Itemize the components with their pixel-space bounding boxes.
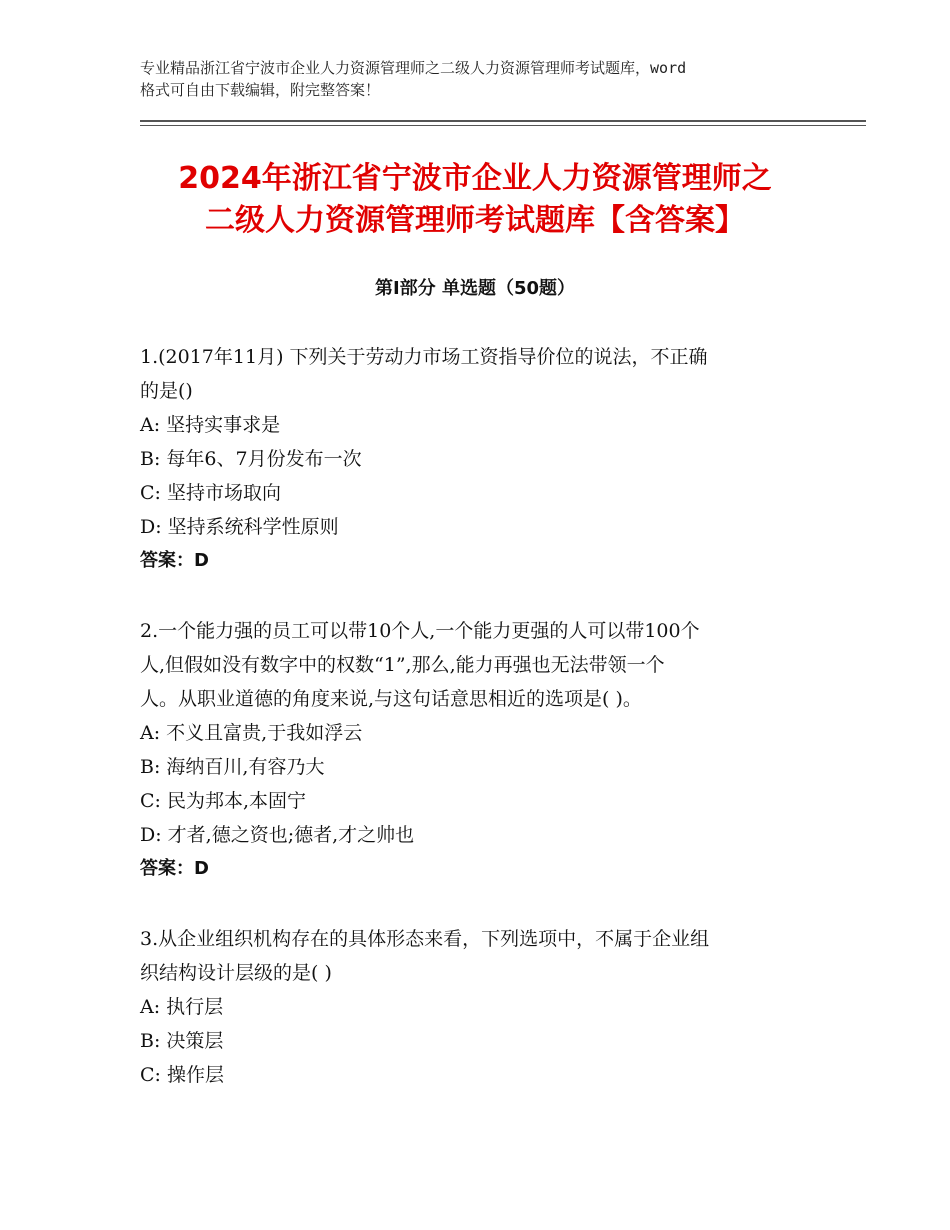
header-divider-thick [140, 120, 866, 122]
option-c: C: 操作层 [140, 1064, 224, 1086]
question-3 [140, 922, 820, 1092]
question-2 [140, 614, 820, 886]
header-note-line: 格式可自由下载编辑，附完整答案！ [140, 81, 381, 99]
header-note [140, 57, 840, 101]
header-divider-thin [140, 125, 866, 126]
header-note-line: 专业精品浙江省宁波市企业人力资源管理师之二级人力资源管理师考试题库，word [140, 59, 687, 77]
question-stem: 织结构设计层级的是( ) [140, 962, 332, 984]
option-a: A: 执行层 [140, 996, 224, 1018]
option-c: C: 坚持市场取向 [140, 482, 281, 504]
question-stem: 3.从企业组织机构存在的具体形态来看，下列选项中，不属于企业组 [140, 928, 710, 950]
question-stem: 人,但假如没有数字中的权数“1”,那么,能力再强也无法带领一个 [140, 654, 665, 676]
question-1 [140, 340, 820, 578]
option-b: B: 海纳百川,有容乃大 [140, 756, 325, 778]
option-d: D: 坚持系统科学性原则 [140, 516, 339, 538]
question-stem: 1.(2017年11月) 下列关于劳动力市场工资指导价位的说法，不正确 [140, 346, 708, 368]
document-title-line: 二级人力资源管理师考试题库【含答案】 [205, 203, 745, 238]
document-title [100, 158, 850, 242]
answer: 答案：D [140, 550, 209, 571]
option-a: A: 坚持实事求是 [140, 414, 281, 436]
question-stem: 的是() [140, 380, 193, 402]
option-d: D: 才者,德之资也;德者,才之帅也 [140, 824, 415, 846]
question-stem: 人。从职业道德的角度来说,与这句话意思相近的选项是( )。 [140, 688, 642, 710]
option-b: B: 每年6、7月份发布一次 [140, 448, 362, 470]
answer: 答案：D [140, 858, 209, 879]
document-title-line: 2024年浙江省宁波市企业人力资源管理师之 [178, 161, 772, 196]
option-c: C: 民为邦本,本固宁 [140, 790, 307, 812]
section-title: 第Ⅰ部分 单选题（50题） [374, 278, 575, 299]
option-b: B: 决策层 [140, 1030, 224, 1052]
option-a: A: 不义且富贵,于我如浮云 [140, 722, 363, 744]
question-stem: 2.一个能力强的员工可以带10个人,一个能力更强的人可以带100个 [140, 620, 700, 642]
